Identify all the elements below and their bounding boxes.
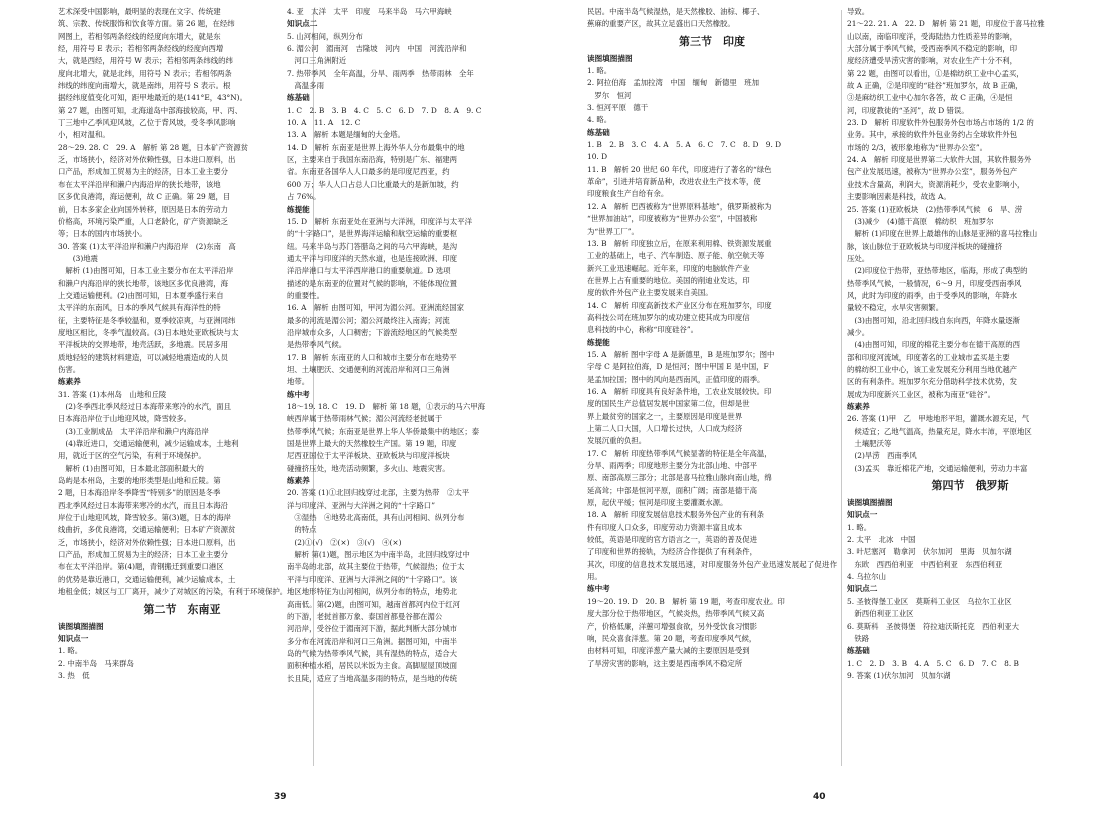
text-line: 17. B 解析 东南亚的人口和城市主要分布在地势平 [287,352,457,362]
text-line: 23. D 解析 印度软件外包服务外包市场占市场的 1/2 的 [847,118,1034,128]
text-line: 长且陡，适应了当地高温多雨的特点，是当地的传统 [287,673,457,683]
text-line: 3. 恒河平原 德干 [587,103,649,113]
page-39-left-column [58,6,306,766]
text-line: 了印度和世界的接轨，为经济合作提供了有利条件， [587,547,757,557]
text-line: 26. 答案 (1)甲 乙 甲地地形平坦，灌溉水源充足，气 [847,414,1030,424]
text-line: 其次，印度的信息技术发展迅速，对印度服务外包产业迅速发展起了促进作用。 [587,559,837,582]
text-line: 河口三角洲附近 [287,56,347,66]
section-title-russia: 第四节 俄罗斯 [931,479,1009,493]
text-line: 区的有利条件。班加罗尔充分借助科学技术优势，发 [847,377,1017,387]
text-line: 第 22 题，由图可以看出，①是棉纺织工业中心孟买， [847,68,1024,78]
text-line: 丁三地中乙季风迎风坡，乙位于背风坡，受冬季风影响 [58,118,236,128]
text-line: 18～19. 18. C 19. D 解析 第 18 题，①表示的马六甲海 [287,402,485,411]
text-line: 度的软件外包产业主要发展来自美国。 [587,288,713,298]
text-line: (2)旱涝 西南季风 [847,451,917,461]
text-line: 读图填图描图 [587,53,633,63]
text-line: 16. A 解析 印度具有良好条件地，工农业发展较快。印 [587,386,772,396]
text-line: 候适宜；乙地气温高，热量充足，降水丰沛，平原地区 [847,426,1032,436]
text-line: 13. B 解析 印度独立后，在原来利用棉、铁资源发展重 [587,238,772,248]
text-line: 河沿岸，受谷位于湄南河下游，据此判断大部分城市 [287,624,457,634]
left-after-section [58,621,306,683]
text-line: 是热带季风气候。 [287,340,347,350]
text-line: 质地轻轻的建筑材料建造，可以减轻地震造成的人员 [58,352,228,362]
text-line: 山以南，南临印度洋，受海陆热力性质差异的影响， [847,31,1017,41]
text-line: 度的国民生产总值居发展中国家第二位，但却是世 [587,399,750,409]
text-line: 练提能 [287,204,310,214]
text-line: 产，价格低廉，洋蕙可增强食欲，另外受饮食习惯影 [587,621,757,631]
text-line: 的下游，老挝首都万象、泰国首都曼谷都在湄公 [287,611,443,621]
text-line: 是孟加拉国；图中的风向是西南风，正值印度的雨季。 [587,374,765,384]
text-line: 15. D 解析 东南亚处在亚洲与大洋洲，印度洋与太平洋 [287,216,472,226]
text-line: 南半岛的北部，故其主要位于热带，气候湿热；位于太 [287,562,465,572]
text-line: 洋沿岸港口与太平洋西岸港口的重要航道。D 选项 [287,266,451,276]
text-line: 价格高，环境污染严重，人口老龄化，矿产资源缺乏 [58,216,228,226]
text-line: 坦、土壤肥沃、交通便利的河流沿岸和河口三角洲 [287,364,450,374]
text-line: 5. 山河相间，纵列分布 [287,31,363,41]
text-line: 件有印度人口众多，印度劳动力资源丰富且成本 [587,522,743,532]
text-line: (3)孟买 靠近棉花产地，交通运输便利，劳动力丰富 [847,463,1028,473]
text-line: 经，用符号 E 表示；若相邻两条经线的经度向西增 [58,44,224,54]
text-line: (2)印度位于热带，亚热带地区，临海，形成了典型的 [847,266,1028,276]
section-title-india: 第三节 印度 [679,34,745,48]
text-line: 界上最贫穷的国家之一，主要原因是印度是世界 [587,411,743,421]
text-line: 原、南部高原三部分；北部是喜马拉雅山脉向南山地，绵 [587,473,772,483]
text-line: 乏，市场狭小，经济对外依赖性强；日本进口原料，出 [58,537,236,547]
text-line: 读图填图描图 [847,498,893,508]
text-line: 线曲折，多优良港湾，交通运输便利；日本矿产资源贫 [58,525,236,535]
text-line: 洋与印度洋、亚洲与大洋洲之间的“十字路口” [287,500,435,510]
text-line: 岛的气候为热带季风气候，具有湿热的特点，适合大 [287,648,457,658]
text-line: 13. A 解析 本题是缅甸的大金塔。 [287,130,405,140]
text-line: 练基础 [587,127,610,137]
text-line: 纬线的纬度向南增大，就是南纬，用符号 S 表示。根 [58,81,231,91]
text-line: 9. 答案 (1)伏尔加河 贝加尔湖 [847,670,951,680]
text-line: 7. 热带季风 全年高温，分旱、雨两季 热带雨林 全年 [287,68,474,78]
text-line: 读图填图描图 [58,621,104,631]
text-line: 筑、宗教、传统服饰和饮食等方面。第 26 题，在经纬 [58,19,235,29]
text-line: 知识点一 [847,510,878,520]
text-line: 5. 圣彼得堡工业区 莫斯科工业区 乌拉尔工业区 [847,596,1012,606]
text-line: 描述的是东南亚的位置对气候的影响，不能体现位置 [287,278,457,288]
page-number-39: 39 [274,792,287,802]
text-line: 乏，市场狭小，经济对外依赖性强，日本进口原料，出 [58,155,236,165]
text-line: 高温多雨 [287,81,324,91]
page-39-right-column [287,6,539,766]
text-line: 岛屿是本州岛，主要的地形类型是山地和丘陵。第 [58,476,221,486]
text-line: 民居。中南半岛气候湿热，是天然橡胶、油棕、椰子、 [587,7,765,16]
text-line: 了旱涝灾害的影响，这主要是西南季风不稳定所 [587,658,743,668]
text-line: 练素养 [847,402,870,411]
text-line: 脉，该山脉位于亚欧板块与印度洋板块的碰撞挤 [847,241,1003,251]
text-line: 区，主要来自于我国东南沿海，特别是广东、福建两 [287,155,457,165]
text-line: 部和印度河流域，印度著名的工业城市孟买是主要 [847,352,1010,362]
text-line: 罗尔 恒河 [587,90,632,100]
text-line: 国是世界上最大的天然橡胶生产国。第 19 题，印度 [287,439,457,449]
text-line: 4. 略。 [587,115,612,125]
text-line: 度经济遭受旱涝灾害的影响，对农业生产十分不利， [847,56,1017,66]
text-line: 热带季风气候，一般情况，6～9 月，印度受西南季风 [847,278,1022,288]
text-line: 河，印度教徒的“圣河”，故 D 错误。 [847,105,969,115]
text-line: 业务。其中，承接的软件外包业务约占全球软件外包 [847,130,1017,140]
text-line: 息科技的中心，称称“印度硅谷”。 [587,325,699,335]
text-line: 1. C 2. D 3. B 4. A 5. C 6. D 7. C 8. B [847,658,1019,668]
text-line: 第 27 题，由图可知，北海道岛中部海拔较高，甲、丙、 [58,105,243,115]
text-line: 占 76%。 [287,192,321,202]
text-line: 较低，英语是印度的官方语言之一，英语的普及促进 [587,535,757,545]
text-line: (3)减少 (4)德干高原 棉纺织 班加罗尔 [847,216,994,226]
page-40-left-column [587,6,837,766]
text-line: 面积种植水稻，居民以米饭为主食。高脚屋屋顶坡面 [287,661,457,671]
text-line: 1. 略。 [847,522,872,532]
text-line: 练中考 [587,584,610,594]
text-line: 解析 (1)由图可知，日本工业主要分布在太平洋沿岸 [58,266,234,276]
text-line: 1. B 2. B 3. C 4. A 5. A 6. C 7. C 8. D 9. D [587,140,782,150]
text-line: 新兴工业迅速崛起。近年来，印度的电脑软件产业 [587,263,750,273]
text-line: 2. 太平 北冰 中国 [847,535,916,545]
text-line: 地带。 [287,377,310,387]
text-line: 延高耸；中部是恒河平原，面积广阔；南部是德干高 [587,485,757,495]
text-line: 口产品，形成加工贸易为主的经济，日本工业主要分 [58,167,228,177]
text-line: 压处。 [847,253,870,263]
text-line: 太平洋的东南风，日本的季风气候具有海洋性的特 [58,303,221,313]
text-line: 3. 叶尼塞河 勒拿河 伏尔加河 里海 贝加尔湖 [847,547,1012,557]
text-line: 25. 答案 (1)亚欧板块 (2)热带季风气候 6 旱、涝 [847,204,1023,214]
text-line: 响，民众喜食洋葱。第 20 题，考查印度季风气候， [587,633,757,643]
text-line: 19～20. 19. D 20. B 解析 第 19 题，考查印度农业。印 [587,596,785,606]
text-line: 原，起伏平缓；恒河是印度主要灌溉水源。 [587,498,728,508]
text-line: 12. A 解析 巴西被称为“世界原料基地”，俄罗斯被称为 [587,201,772,211]
right-text-block [847,6,1093,475]
text-line: 上交通运输便利。(2)由图可知，日本夏季盛行来自 [58,290,224,300]
right-text-block [287,6,539,685]
text-line: 24. A 解析 印度是世界第二大软件大国，其软件服务外 [847,155,1032,165]
text-line: 练中考 [287,389,310,399]
text-line: 量较不稳定，水旱灾害频繁。 [847,303,944,313]
text-line: 印度粮食生产自给有余。 [587,189,669,199]
text-line: 等；日本的国内市场狭小。 [58,229,147,239]
text-line: 练素养 [58,377,81,387]
text-line: 热带季风气候；东南亚是世界上华人华侨最集中的地区；泰 [287,426,480,436]
text-line: 由材料可知，印度洋葱产量大减的主要原因是受到 [587,646,750,656]
text-line: 练提能 [587,337,610,347]
text-line: 高科技公司在班加罗尔的成功建立使其成为印度信 [587,312,750,322]
text-line: (3)地震 [58,253,99,263]
text-line: (4)由图可知，印度的棉花主要分布在德干高原的西 [847,340,1021,350]
text-line: 布在太平洋沿岸。第(4)题，青钢搬迁到重要口港区 [58,562,224,572]
text-line: 2. 中南半岛 马来群岛 [58,658,134,668]
text-line: 市场的 2/3，被形象地称为“世界办公室”。 [847,142,988,152]
text-line: 纽。马来半岛与苏门答腊岛之间的马六甲海峡，是沟 [287,241,457,251]
text-line: 和濑户内海沿岸的狭长地带，该地区多优良港湾，海 [58,278,228,288]
text-line: (2)①(√) ②(×) ③(√) ④(×) [287,537,402,547]
text-line: 导致。 [847,7,870,16]
text-line: 600 万；华人人口占总人口比重最大的是新加坡，约 [287,179,459,189]
left-text-block [58,6,306,599]
text-line: 岸位于山地迎风坡，降雪较多。第(3)题，日本的海岸 [58,513,232,523]
text-line: 1. 略。 [587,66,612,76]
text-line: 风，此时为印度的雨季，由于受季风的影响，年降水 [847,290,1017,300]
text-line: 蕉麻的重要产区，故其立足盛出口天然橡胶。 [587,19,735,29]
text-line: 解析 (1)由图可知，日本最北部面积最大的 [58,463,204,473]
text-line: (3)由图可知，沿北回归线自东向西，年降水量逐渐 [847,315,1021,325]
text-line: 2 题，日本海沿岸冬季降雪“特别多”的原因是冬季 [58,488,221,498]
text-line: 度地区相比，冬季气温较高。(3)日本地处亚欧板块与太 [58,327,239,337]
text-line: 的优势是靠近港口，交通运输便利，减少运输成本，土 [58,574,236,584]
text-line: 16. A 解析 由图可知，甲河为湄公河。亚洲流经国家 [287,303,464,313]
text-line: 解析 (1)印度在世界上最雄伟的山脉是亚洲的喜马拉雅山 [847,229,1038,239]
text-line: (4)靠近进口，交通运输便利，减少运输成本，土地利 [58,439,239,449]
text-line: 最多的河流是湄公河；湄公河最终注入南海；河流 [287,315,450,325]
text-line: 口产品，形成加工贸易为主的经济；日本工业主要分 [58,550,228,560]
text-line: 练基础 [287,93,310,103]
text-line: 展成为印度新兴工业区，被称为南亚“硅谷”。 [847,389,995,399]
text-line: (2)冬季西北季风经过日本海带来寒冷的水汽，面且 [58,402,232,411]
text-line: 1. 略。 [58,646,83,656]
left-top-block [587,6,837,31]
text-line: 10. A 11. A 12. C [287,118,361,128]
text-line: 4. 乌拉尔山 [847,572,886,582]
text-line: “世界加油站”，印度被称为“世界办公室”，中国被称 [587,214,758,224]
text-line: 知识点一 [58,633,89,643]
text-line: 练基础 [847,646,870,656]
page-40-right-column [847,6,1093,766]
text-line: 知识点二 [847,584,878,594]
text-line: 2. 阿拉伯海 孟加拉湾 中国 缅甸 新德里 班加 [587,78,759,88]
text-line: 尼西亚国位于太平洋板块、亚欧板块与印度洋板块 [287,451,450,461]
text-line: 20. 答案 (1)①北回归线穿过北部，主要为热带 ②太平 [287,488,470,498]
text-line: 革命”，引进并培育新品种，改进农业生产技术等，使 [587,177,761,187]
text-line: 14. D 解析 东南亚是世界上海外华人分布最集中的地 [287,142,465,152]
text-line: 14. C 解析 印度高新技术产业区分布在班加罗尔，印度 [587,300,772,310]
text-line: 用，就近于区的空气污染，有利于环境保护。 [58,451,206,461]
text-line: 练素养 [287,476,310,486]
text-line: 在世界上占有重要的地位。美国的削迪业发达，印 [587,275,750,285]
text-line: 平洋与印度洋、亚洲与大洋洲之间的“十字路口”。该 [287,574,458,584]
text-line: 故 A 正确，②是印度的“硅谷”班加罗尔，故 B 正确， [847,81,1023,91]
text-line: 度大部分位于热带地区，气候炎热，热带季风气候又高 [587,609,765,619]
text-line: 字母 C 是阿拉伯海，D 是恒河；图中甲国 E 是中国，F [587,362,769,372]
text-line: ③湿热 ④地势北高南低，具有山河相间、纵列分布 [287,513,465,523]
text-line: 包产业发展迅速，被称为“世界办公室”，服务外包产 [847,167,1018,177]
text-line: 21～22. 21. A 22. D 解析 第 21 题，印度位于喜马拉雅 [847,19,1045,29]
text-line: 大，就是西经，用符号 W 表示；若相邻两条纬线的纬 [58,56,233,66]
text-line: 18. A 解析 印度发展信息技术服务外包产业的有利条 [587,510,764,520]
text-line: 解析 第(1)题，图示地区为中南半岛，北回归线穿过中 [287,550,470,560]
page-40 [547,0,1094,819]
text-line: 1. C 2. B 3. B 4. C 5. C 6. D 7. D 8. A 9. C [287,105,482,115]
text-line: 平洋板块的交界地带，地壳活跃，多地震。民居多用 [58,340,228,350]
text-line: 大部分属于季风气候，受西南季风不稳定的影响，印 [847,44,1017,54]
text-line: 铁路 [847,633,870,643]
text-line: 17. C 解析 印度热带季风气候显著的特征是全年高温， [587,448,772,458]
text-line: 30. 答案 (1)太平洋沿岸和濑户内海沿岸 (2)东南 高 [58,241,236,251]
text-line: 减少。 [847,327,870,337]
text-line: 的棉纺织工业中心，该工业发展充分利用当地优越产 [847,364,1017,374]
text-line: 网图上，若相邻两条经线的经度向东增大，就是东 [58,31,221,41]
text-line: 31. 答案 (1)本州岛 山地和丘陵 [58,389,167,399]
text-line: ③是麻纺织工业中心加尔各答，故 C 正确，④是恒 [847,93,1013,103]
text-line: 15. A 解析 图中字母 A 是新德里，B 是班加罗尔；图中 [587,349,775,359]
left-text-block [587,53,837,670]
text-line: 工业的基础上，电子、汽车制造、原子能、航空航天等 [587,251,765,261]
text-line: 区多优良港湾，海运便利，故 C 正确。第 29 题，目 [58,192,231,202]
text-line: 日本海沿岸位于山地迎风坡，降雪较多。 [58,414,192,424]
text-line: 沿岸城市众多，人口稠密；下游流经地区的气候类型 [287,327,457,337]
text-line: 西北季风经过日本海带来寒冷的水汽，而且日本海沿 [58,500,228,510]
text-line: 新西伯利亚工业区 [847,609,914,619]
text-line: 的“十字路口”，是世界海洋运输和航空运输的重要枢 [287,229,458,239]
text-line: 据经纬度值变化可知，距甲地最近的是(141°E，43°N)。 [58,93,247,103]
text-line: 分旱、雨两季；印度地形主要分为北部山地、中部平 [587,461,757,471]
column-divider [841,10,842,766]
text-line: 多分布在河流沿岸和河口三角洲。据图可知，中南半 [287,636,457,646]
text-line: 28～29. 28. C 29. A 解析 第 28 题，日本矿产资源贫 [58,142,249,152]
text-line: 11. B 解析 20 世纪 60 年代，印度进行了著名的“绿色 [587,164,772,174]
text-line: 征，主要特征是冬季较温和，夏季较凉爽，与亚洲同纬 [58,315,236,325]
section-title-southeast-asia: 第二节 东南亚 [143,602,221,616]
text-line: 土壤肥沃等 [847,439,892,449]
text-line: 10. D [587,152,608,162]
text-line: 伤害。 [58,364,81,374]
text-line: 的特点 [287,525,317,535]
text-line: 度向北增大，就是北纬，用符号 N 表示；若相邻两条 [58,68,232,78]
text-line: 地区地形特征为山河相间，纵列分布的特点，地势北 [287,587,457,597]
text-line: 主要影响因素是科技，故选 A。 [847,192,951,202]
text-line: (3)工业制成品 太平洋沿岸和濑户内海沿岸 [58,426,209,436]
text-line: 6. 湄公河 湄南河 吉隆坡 河内 中国 河流沿岸和 [287,44,467,54]
text-line: 布在太平洋沿岸和濑户内海沿岸的狭长地带，该地 [58,179,221,189]
text-line: 知识点二 [287,19,318,29]
text-line: 碰撞挤压处，地壳活动频繁，多火山、地震灾害。 [287,463,450,473]
text-line: 高南低。第(2)题，由图可知，越南首都河内位于红河 [287,599,461,609]
text-line: 峡西岸属于热带雨林气候；湄公河流经老挝属于 [287,414,443,424]
text-line: 省。东南亚各国华人人口最多的是印度尼西亚，约 [287,167,450,177]
text-line: 艺术深受中国影响，最明显的表现在文字、传统建 [58,7,221,16]
text-line: 上第二人口大国，人口增长过快，人口成为经济 [587,424,743,433]
text-line: 6. 莫斯科 圣彼得堡 符拉迪沃斯托克 西伯利亚大 [847,621,1019,631]
text-line: 东欧 西西伯利亚 中西伯利亚 东西伯利亚 [847,559,1003,569]
text-line: 业技术含量高，利润大，资源消耗少，受农业影响小， [847,179,1025,189]
text-line: 前，日本多家企业向国外转移，原因是日本的劳动力 [58,204,228,214]
text-line: 地租金低；城区与工厂离开，减少了对城区的污染，有利于环境保护。 [58,587,288,597]
text-line: 小，相对温和。 [58,130,110,140]
text-line: 3. 热 低 [58,670,90,680]
text-line: 通太平洋与印度洋的天然水道，也是连接欧洲、印度 [287,253,457,263]
page-number-40: 40 [813,792,826,802]
right-after-section [847,497,1093,682]
text-line: 为“世界工厂”。 [587,226,639,236]
text-line: 发展沉重的负担。 [587,436,647,446]
text-line: 4. 亚 太洋 太平 印度 马来半岛 马六甲海峡 [287,7,452,16]
text-line: 的重要性。 [287,290,324,300]
